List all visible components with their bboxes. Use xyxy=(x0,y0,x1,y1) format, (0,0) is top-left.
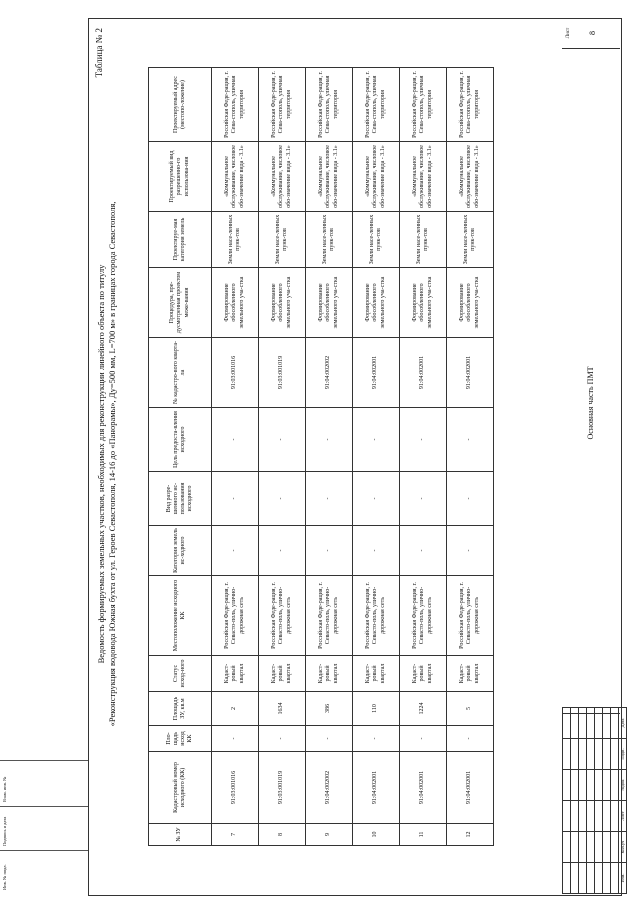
table-cell: - xyxy=(400,408,447,472)
table-cell: «Коммунальное обслуживание, числовое обо-значение вида - 3.1» xyxy=(306,142,353,212)
table-cell: - xyxy=(306,472,353,526)
stamp-cell: Дата xyxy=(619,708,627,739)
table-cell: Кадаст-ровый квартал xyxy=(447,656,494,692)
table-cell: 91:03:001016 xyxy=(212,338,259,408)
stamp-cell xyxy=(603,863,611,894)
left-margin-strip xyxy=(0,760,88,894)
table-cell: Земли насе-ленных пунк-тов xyxy=(306,212,353,268)
stamp-cell xyxy=(603,801,611,832)
stamp-cell xyxy=(579,770,587,801)
stamp-cell xyxy=(579,863,587,894)
stamp-cell: Кол.уч xyxy=(619,832,627,863)
table-cell: - xyxy=(400,472,447,526)
stamp-cell xyxy=(571,801,579,832)
column-header: Статус исход-ного xyxy=(149,656,212,692)
table-cell: 2 xyxy=(212,692,259,726)
land-plots-table xyxy=(148,67,494,846)
table-cell: - xyxy=(447,472,494,526)
table-cell: 91:03:001019 xyxy=(259,338,306,408)
stamp-cell xyxy=(587,832,595,863)
stamp-cell xyxy=(611,863,619,894)
table-cell: Кадаст-ровый квартал xyxy=(306,656,353,692)
stamp-cell xyxy=(587,863,595,894)
stamp-cell xyxy=(603,832,611,863)
stamp-cell xyxy=(579,832,587,863)
stamp-cell xyxy=(563,770,571,801)
table-cell: Кадаст-ровый квартал xyxy=(212,656,259,692)
table-cell: Кадаст-ровый квартал xyxy=(400,656,447,692)
stamp-cell xyxy=(611,801,619,832)
stamp-main xyxy=(562,93,620,714)
table-cell: 91:04:002001 xyxy=(447,752,494,824)
table-cell: Российская Феде-рация, г. Сева-стополь, уличная территория xyxy=(353,68,400,142)
stamp-cell xyxy=(563,863,571,894)
table-cell: Кадаст-ровый квартал xyxy=(259,656,306,692)
margin-line xyxy=(0,760,88,761)
table-cell: - xyxy=(259,408,306,472)
table-cell: Формирование обособленного земельного уча-стка xyxy=(212,268,259,338)
stamp-cell xyxy=(571,739,579,770)
header-row xyxy=(149,68,212,846)
table-cell: Земли насе-ленных пунк-тов xyxy=(259,212,306,268)
stamp-cell xyxy=(587,739,595,770)
table-cell: - xyxy=(447,726,494,752)
table-cell: 8 xyxy=(259,824,306,846)
table-label: Таблица № 2 xyxy=(94,28,104,78)
table-cell: Российская Феде-рация, г. Севасто-поль, улично-дорожная сеть xyxy=(400,576,447,656)
table-cell: Формирование обособленного земельного уча-стка xyxy=(306,268,353,338)
table-cell: 91:04:002001 xyxy=(400,752,447,824)
stamp-cell xyxy=(571,863,579,894)
table-cell: - xyxy=(306,726,353,752)
table-cell: Формирование обособленного земельного уча-стка xyxy=(447,268,494,338)
stamp-cell xyxy=(595,863,603,894)
table-cell: - xyxy=(400,526,447,576)
stamp-cell xyxy=(595,801,603,832)
table-cell: 91:04:002001 xyxy=(447,338,494,408)
stamp-cell: Подп. xyxy=(619,739,627,770)
table-cell: - xyxy=(212,472,259,526)
table-cell: 110 xyxy=(353,692,400,726)
table-cell: - xyxy=(353,408,400,472)
column-header: Площадь ЗУ, кв.м xyxy=(149,692,212,726)
table-cell: 91:03:001016 xyxy=(212,752,259,824)
stamp-cell xyxy=(571,770,579,801)
table-cell: 91:04:002001 xyxy=(353,338,400,408)
stamp-cell xyxy=(587,770,595,801)
table-cell: 1224 xyxy=(400,692,447,726)
stamp-cell xyxy=(611,739,619,770)
table-row xyxy=(353,68,400,846)
table-cell: Кадаст-ровый квартал xyxy=(353,656,400,692)
table-cell: «Коммунальное обслуживание, числовое обо-значение вида - 3.1» xyxy=(212,142,259,212)
stamp-cell: №док xyxy=(619,770,627,801)
column-header: Категория земель ис-ходного xyxy=(149,526,212,576)
doc-title: Основная часть ПМТ xyxy=(586,366,595,440)
table-cell: «Коммунальное обслуживание, числовое обо-значение вида - 3.1» xyxy=(400,142,447,212)
rotated-content xyxy=(88,18,625,894)
stamp-cell xyxy=(595,770,603,801)
table-cell: Российская Феде-рация, г. Сева-стополь, уличная территория xyxy=(259,68,306,142)
table-cell: Формирование обособленного земельного уча-стка xyxy=(353,268,400,338)
table-row xyxy=(400,68,447,846)
stamp-cell xyxy=(611,832,619,863)
table-cell: 12 xyxy=(447,824,494,846)
table-cell: 11 xyxy=(400,824,447,846)
table-cell: Российская Феде-рация, г. Сева-стополь, уличная территория xyxy=(400,68,447,142)
stamp-cell xyxy=(603,739,611,770)
table-cell: - xyxy=(400,726,447,752)
stamp-cell: Лист xyxy=(619,801,627,832)
table-cell: - xyxy=(447,408,494,472)
stamp-cell xyxy=(603,770,611,801)
table-cell: Российская Феде-рация, г. Севасто-поль, улично-дорожная сеть xyxy=(447,576,494,656)
stamp-cell xyxy=(587,801,595,832)
column-header: Кадастровый номер исходного (КК) xyxy=(149,752,212,824)
column-header: Проектируемый вид разрешенно-го использова-ния xyxy=(149,142,212,212)
table-cell: - xyxy=(306,526,353,576)
stamp-cell xyxy=(611,770,619,801)
stamp-cell xyxy=(563,832,571,863)
table-cell: Формирование обособленного земельного уча-стка xyxy=(400,268,447,338)
table-cell: - xyxy=(353,526,400,576)
table-row xyxy=(259,68,306,846)
table-cell: - xyxy=(306,408,353,472)
column-header: Вид разре-шенного ис-пользования исходного xyxy=(149,472,212,526)
table-cell: Российская Феде-рация, г. Севасто-поль, улично-дорожная сеть xyxy=(353,576,400,656)
table-cell: - xyxy=(259,472,306,526)
table-cell: Российская Феде-рация, г. Севасто-поль, улично-дорожная сеть xyxy=(212,576,259,656)
sheet-number: 8 xyxy=(588,31,597,35)
table-cell: Российская Феде-рация, г. Сева-стополь, уличная территория xyxy=(306,68,353,142)
stamp-grid xyxy=(562,707,627,894)
table-cell: - xyxy=(259,526,306,576)
table-cell: 91:04:002001 xyxy=(400,338,447,408)
margin-line xyxy=(0,806,88,807)
title-line-2: «Реконструкция водовода Южная бухта от ул. Героев Севастополя, 14-16 до «Панорамы», Ду=500 мм, L=700 м» в границах города Севастополя, xyxy=(107,201,117,727)
table-cell: 7 xyxy=(212,824,259,846)
table-cell: 5 xyxy=(447,692,494,726)
stamp-cell xyxy=(595,832,603,863)
table-cell: «Коммунальное обслуживание, числовое обо-значение вида - 3.1» xyxy=(259,142,306,212)
table-row xyxy=(447,68,494,846)
table-cell: - xyxy=(212,408,259,472)
column-header: Процедура, пре-дусмотренная проектом меже-вания xyxy=(149,268,212,338)
table-cell: Российская Феде-рация, г. Севасто-поль, улично-дорожная сеть xyxy=(306,576,353,656)
table-cell: Российская Феде-рация, г. Сева-стополь, уличная территория xyxy=(447,68,494,142)
table-row xyxy=(212,68,259,846)
table-row xyxy=(306,68,353,846)
column-header: № кадастро-вого кварта-ла xyxy=(149,338,212,408)
column-header: Местоположение исходного КК xyxy=(149,576,212,656)
table-cell: - xyxy=(447,526,494,576)
table-cell: «Коммунальное обслуживание, числовое обо-значение вида - 3.1» xyxy=(353,142,400,212)
column-header: Проектируемый адрес (местопо-ложение) xyxy=(149,68,212,142)
table-cell: Земли насе-ленных пунк-тов xyxy=(353,212,400,268)
table-cell: - xyxy=(212,726,259,752)
table-cell: - xyxy=(212,526,259,576)
table-cell: 386 xyxy=(306,692,353,726)
table-cell: Российская Феде-рация, г. Севасто-поль, улично-дорожная сеть xyxy=(259,576,306,656)
table-cell: 91:04:002002 xyxy=(306,752,353,824)
margin-label-inv-original: Инв. № подл. xyxy=(2,864,7,890)
table-cell: - xyxy=(259,726,306,752)
table-cell: 91:03:001019 xyxy=(259,752,306,824)
table-cell: 91:04:002001 xyxy=(353,752,400,824)
column-header: Цель предоста-вления исходного xyxy=(149,408,212,472)
stamp-cell xyxy=(571,832,579,863)
margin-label-signature-date: Подпись и дата xyxy=(2,816,7,846)
margin-line xyxy=(0,850,88,851)
margin-label-replace-inv: Взам. инв. № xyxy=(2,776,7,802)
table-cell: Российская Феде-рация, г. Сева-стополь, уличная территория xyxy=(212,68,259,142)
table-cell: Формирование обособленного земельного уча-стка xyxy=(259,268,306,338)
stamp-cell: Изм. xyxy=(619,863,627,894)
stamp-cell xyxy=(579,801,587,832)
table-cell: 91:04:002002 xyxy=(306,338,353,408)
stamp-cell xyxy=(563,739,571,770)
column-header: № ЗУ xyxy=(149,824,212,846)
table-cell: «Коммунальное обслуживание, числовое обо-значение вида - 3.1» xyxy=(447,142,494,212)
title-stamp xyxy=(562,18,625,894)
table-cell: - xyxy=(353,472,400,526)
stamp-cell xyxy=(579,739,587,770)
table-cell: 10 xyxy=(353,824,400,846)
document-title xyxy=(96,74,118,854)
sheet-box xyxy=(562,18,620,49)
column-header: Проектируе-мая категория земель xyxy=(149,212,212,268)
table-cell: - xyxy=(353,726,400,752)
stamp-cell xyxy=(595,739,603,770)
table-body xyxy=(212,68,494,846)
sheet-label: Лист xyxy=(566,27,571,39)
table-cell: Земли насе-ленных пунк-тов xyxy=(400,212,447,268)
title-line-1: Ведомость формируемых земельных участков, необходимых для реконструкции линейного объекта по титулу xyxy=(96,264,106,664)
column-header: Пло-щадь исход КК xyxy=(149,726,212,752)
table-cell: 9 xyxy=(306,824,353,846)
table-cell: 1634 xyxy=(259,692,306,726)
stamp-cell xyxy=(563,801,571,832)
table-cell: Земли насе-ленных пунк-тов xyxy=(212,212,259,268)
table-cell: Земли насе-ленных пунк-тов xyxy=(447,212,494,268)
